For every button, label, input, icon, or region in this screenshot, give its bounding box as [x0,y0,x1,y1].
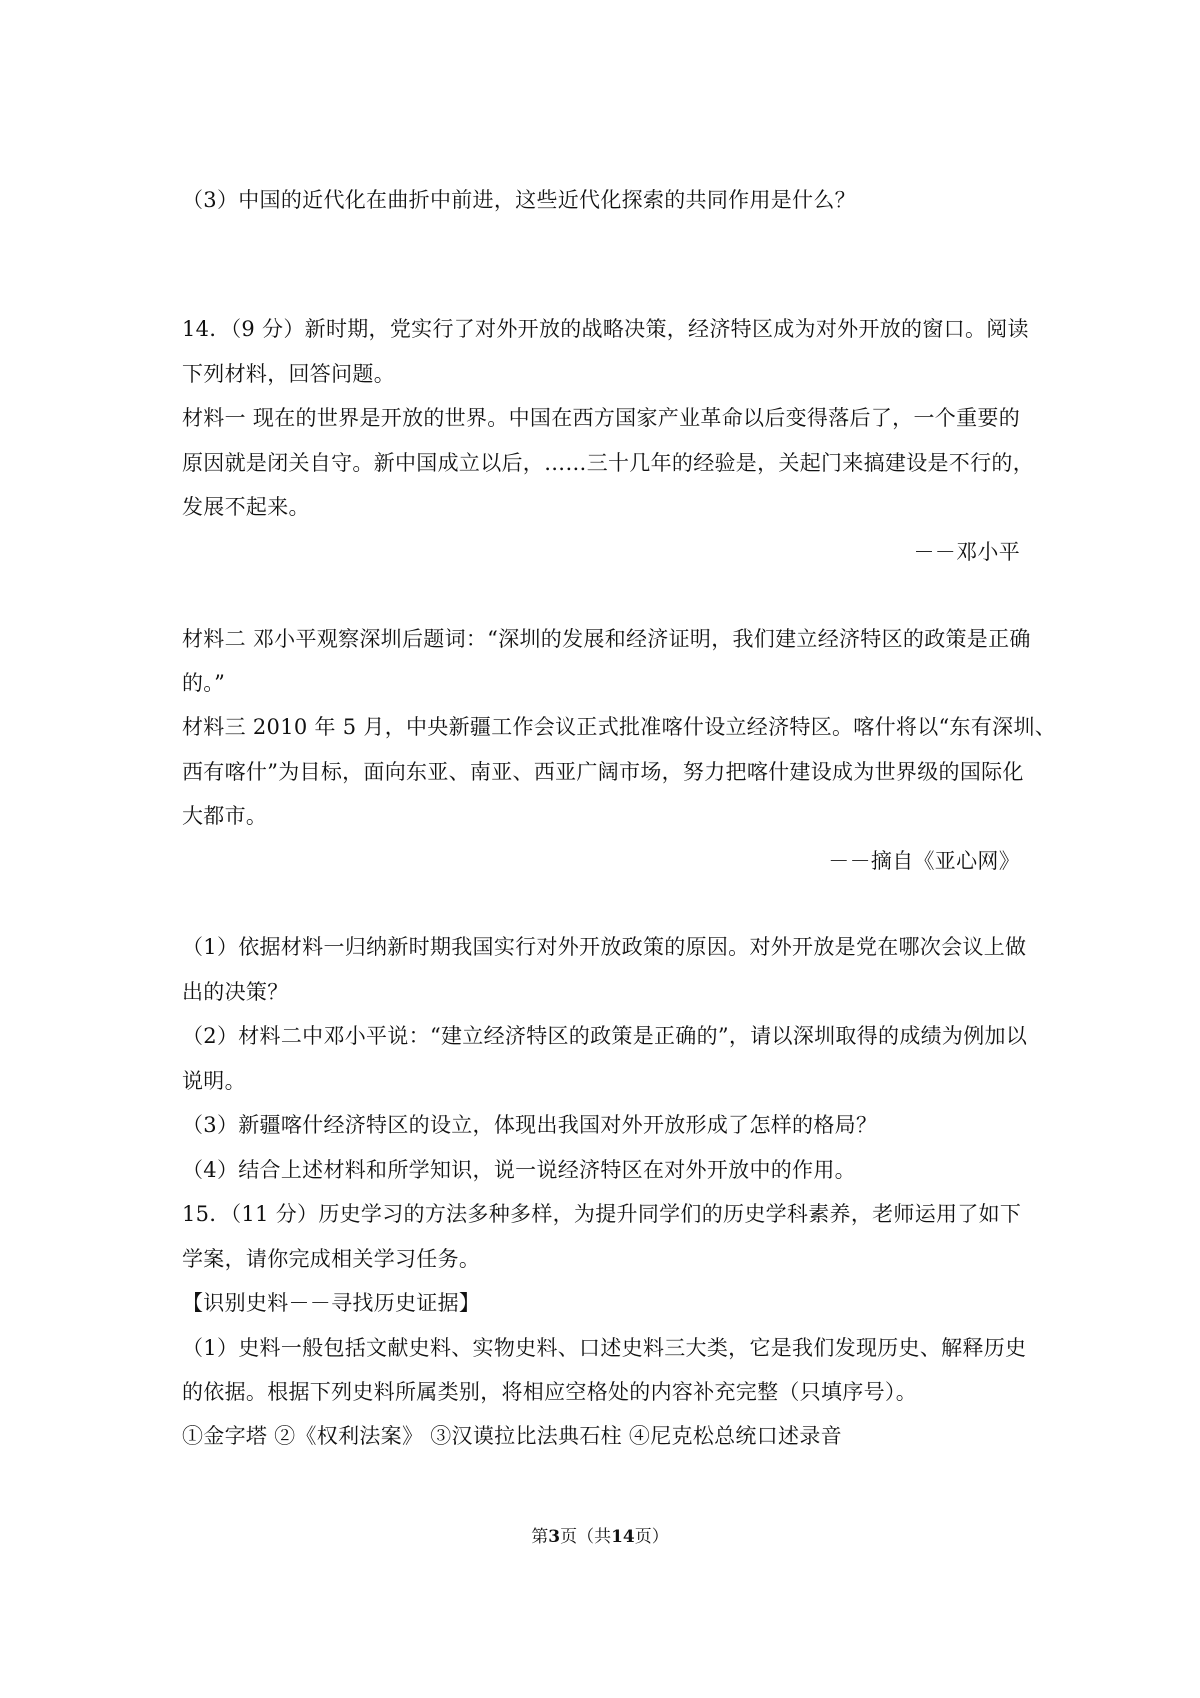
q14-stem-line2: 下列材料，回答问题。 [182,362,395,386]
q14-material2-line1: 材料二 邓小平观察深圳后题词：“深圳的发展和经济证明，我们建立经济特区的政策是正确 [182,627,1031,651]
q13-sub3: （3）中国的近代化在曲折中前进，这些近代化探索的共同作用是什么？ [182,188,856,212]
footer-page-number: 3 [548,1527,561,1547]
q15-sub1-line1: （1）史料一般包括文献史料、实物史料、口述史料三大类，它是我们发现历史、解释历史 [182,1336,1027,1360]
footer-middle: 页（共 [560,1527,612,1547]
q14-material3-line1: 材料三 2010 年 5 月，中央新疆工作会议正式批准喀什设立经济特区。喀什将以“东有深圳、 [182,715,1057,739]
q14-material3-source: －－摘自《亚心网》 [828,849,1020,873]
q14-material1-line2: 原因就是闭关自守。新中国成立以后，……三十几年的经验是，关起门来搞建设是不行的， [182,451,1034,475]
q14-sub1-line1: （1）依据材料一归纳新时期我国实行对外开放政策的原因。对外开放是党在哪次会议上做 [182,935,1027,959]
q14-sub4: （4）结合上述材料和所学知识，说一说经济特区在对外开放中的作用。 [182,1158,856,1182]
q15-stem-line2: 学案，请你完成相关学习任务。 [182,1247,481,1271]
q14-sub2-line2: 说明。 [182,1069,246,1093]
footer-prefix: 第 [531,1527,549,1547]
page-footer [0,1526,1200,1548]
footer-total-pages: 14 [611,1527,635,1547]
q15-section-heading: 【识别史料－－寻找历史证据】 [182,1291,481,1315]
q14-material1-line3: 发展不起来。 [182,495,310,519]
footer-suffix: 页） [634,1527,669,1547]
q15-stem-line1: 15．（11 分）历史学习的方法多种多样，为提升同学们的历史学科素养，老师运用了如下 [182,1202,1022,1226]
q14-sub1-line2: 出的决策？ [182,980,289,1004]
q14-stem-line1: 14．（9 分）新时期，党实行了对外开放的战略决策，经济特区成为对外开放的窗口。阅读 [182,317,1029,341]
q14-material3-line2: 西有喀什”为目标，面向东亚、南亚、西亚广阔市场，努力把喀什建设成为世界级的国际化 [182,760,1024,784]
q14-material1-line1: 材料一 现在的世界是开放的世界。中国在西方国家产业革命以后变得落后了，一个重要的 [182,406,1020,430]
q14-sub3: （3）新疆喀什经济特区的设立，体现出我国对外开放形成了怎样的格局？ [182,1113,878,1137]
q14-material2-line2: 的。” [182,671,226,695]
q15-source-items: ①金字塔 ②《权利法案》 ③汉谟拉比法典石柱 ④尼克松总统口述录音 [182,1424,842,1448]
q14-sub2-line1: （2）材料二中邓小平说：“建立经济特区的政策是正确的”，请以深圳取得的成绩为例加以 [182,1024,1028,1048]
q14-material1-source: －－邓小平 [913,540,1020,564]
q15-sub1-line2: 的依据。根据下列史料所属类别，将相应空格处的内容补充完整（只填序号）。 [182,1380,917,1404]
q14-material3-line3: 大都市。 [182,804,268,828]
